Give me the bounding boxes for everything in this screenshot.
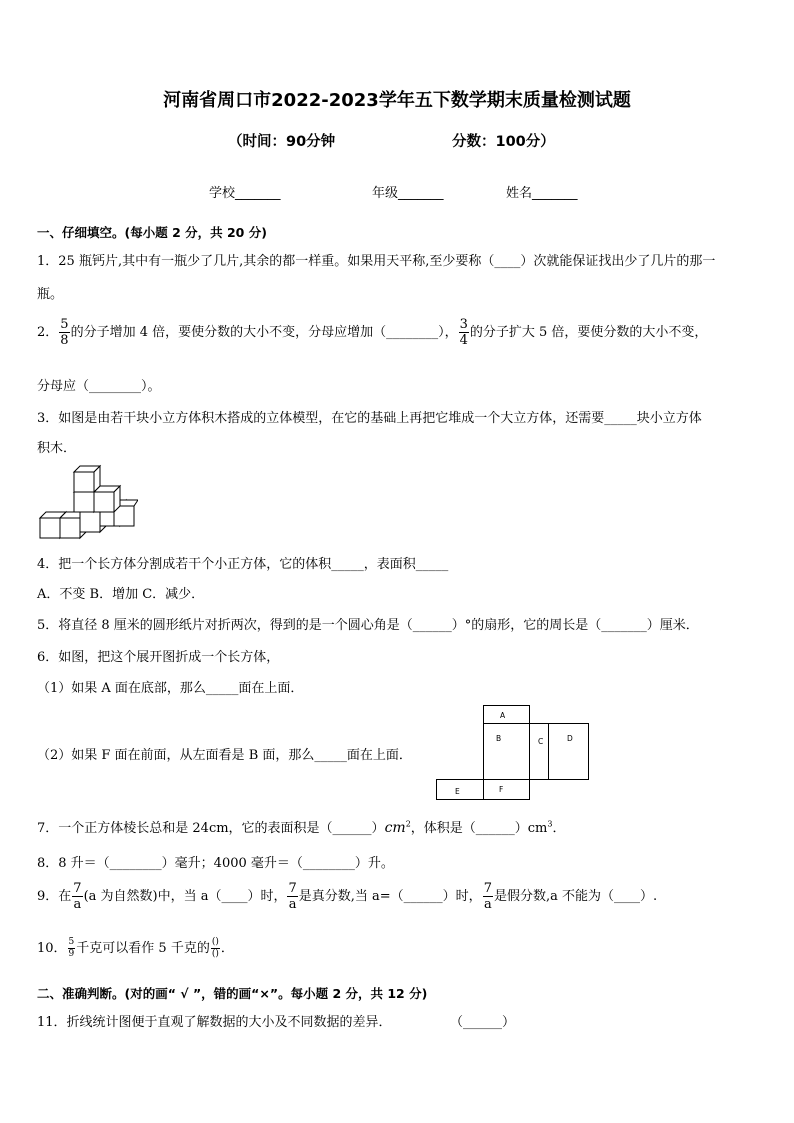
q11-line1: 11．折线统计图便于直观了解数据的大小及不同数据的差异． <box>37 1015 392 1030</box>
exam-score: 分数：100分） <box>452 134 555 150</box>
net-face-a <box>483 705 530 724</box>
net-face-b <box>483 723 530 780</box>
q9-seg2: 是真分数,当 a=（______）时， <box>298 889 482 904</box>
q9-frac1-num: 7 <box>73 881 82 896</box>
q10-fraction <box>68 938 76 959</box>
q10-end: ． <box>220 941 234 956</box>
q2-fraction-1 <box>59 318 69 347</box>
section1-heading: 一、仔细填空。(每小题 2 分，共 20 分) <box>37 225 267 240</box>
q2-frac2-num: 3 <box>459 317 468 332</box>
section2-heading: 二、准确判断。(对的画“ √ ”，错的画“×”。每小题 2 分，共 12 分) <box>37 986 428 1001</box>
net-label-a: A <box>500 711 506 720</box>
q2-fraction-2 <box>459 318 469 347</box>
q7-text1: 7．一个正方体棱长总和是 24cm，它的表面积是（______） <box>37 821 385 836</box>
q2-prefix: 2． <box>37 325 59 340</box>
q2-end: 的分子扩大 5 倍，要使分数的大小不变， <box>469 325 708 340</box>
q10-blank-num: () <box>211 937 219 947</box>
net-face-d <box>548 723 589 780</box>
q9-fraction-1 <box>72 882 82 911</box>
q2-mid: 的分子增加 4 倍，要使分数的大小不变，分母应增加（________）， <box>70 325 458 340</box>
q11-answer-blank: （______） <box>450 1015 516 1030</box>
q2-frac2-den: 4 <box>459 333 468 348</box>
page-title: 河南省周口市2022-2023学年五下数学期末质量检测试题 <box>163 90 631 111</box>
q3-line1: 3．如图是由若干块小立方体积木搭成的立体模型，在它的基础上再把它堆成一个大立方体，还需要_____块小立方体 <box>37 411 702 426</box>
q7-sup1: 2 <box>405 819 411 829</box>
q6-part2: （2）如果 F 面在前面，从左面看是 B 面，那么_____面在上面． <box>37 748 412 763</box>
cube-stack-figure <box>38 462 138 542</box>
q9-frac3-den: a <box>483 897 492 912</box>
net-face-f <box>483 779 530 800</box>
q9-fraction-2 <box>287 882 297 911</box>
q2-line2: 分母应（________）。 <box>37 379 161 394</box>
exam-time: （时间：90分钟 <box>228 134 336 150</box>
net-face-c <box>529 723 549 780</box>
q9-frac3-num: 7 <box>483 881 492 896</box>
q7-end: ． <box>552 821 566 836</box>
q9-fraction-3 <box>483 882 493 911</box>
q7-sup2: 3 <box>547 819 553 829</box>
q10-prefix: 10． <box>37 941 67 956</box>
q9-frac1-den: a <box>73 897 82 912</box>
q8-line1: 8．8 升＝（________）毫升；4000 毫升＝（________）升。 <box>37 856 394 871</box>
net-label-c: C <box>538 737 544 746</box>
net-label-d: D <box>567 734 573 743</box>
q1-line2: 瓶。 <box>37 287 64 302</box>
net-label-e: E <box>455 787 460 796</box>
q9-seg1: (a 为自然数)中，当 a（____）时， <box>83 889 287 904</box>
q6-part1: （1）如果 A 面在底部，那么_____面在上面． <box>37 681 304 696</box>
q4-options: A．不变 B．增加 C．减少． <box>37 587 205 602</box>
q3-line2: 积木． <box>37 441 77 456</box>
q2-frac1-num: 5 <box>60 317 69 332</box>
net-label-b: B <box>496 734 502 743</box>
q9-seg3: 是假分数,a 不能为（____）. <box>493 889 658 904</box>
q9-frac2-den: a <box>288 897 297 912</box>
q7-text2: ，体积是（______）cm <box>410 821 548 836</box>
grade-field: 年级_______ <box>372 186 444 201</box>
q9-frac2-num: 7 <box>288 881 297 896</box>
name-field: 姓名_______ <box>506 186 578 201</box>
q4-line1: 4．把一个长方体分割成若干个小正方体，它的体积_____，表面积_____ <box>37 557 449 572</box>
net-face-e <box>436 779 484 800</box>
q6-line1: 6．如图，把这个展开图折成一个长方体， <box>37 650 280 665</box>
q7-unit1: cm <box>384 820 406 836</box>
q10-blank-den: () <box>211 949 219 959</box>
q2-line1 <box>37 318 707 347</box>
q10-frac-den: 9 <box>68 949 75 959</box>
net-label-f: F <box>499 785 504 794</box>
q10-line1 <box>37 937 234 959</box>
q9-line1 <box>37 882 657 911</box>
q10-frac-num: 5 <box>68 937 75 947</box>
q10-mid: 千克可以看作 5 千克的 <box>76 941 210 956</box>
q1-line1: 1．25 瓶钙片,其中有一瓶少了几片,其余的都一样重。如果用天平称,至少要称（____）次就能保证找出少了几片的那一 <box>37 254 716 269</box>
q5-line1: 5．将直径 8 厘米的圆形纸片对折两次，得到的是一个圆心角是（______）°的扇形，它的周长是（_______）厘米． <box>37 618 699 633</box>
q2-frac1-den: 8 <box>60 333 69 348</box>
q7-line1 <box>37 817 566 836</box>
q10-blank-fraction <box>211 938 220 959</box>
q9-prefix: 9．在 <box>37 889 72 904</box>
school-field: 学校_______ <box>209 186 281 201</box>
